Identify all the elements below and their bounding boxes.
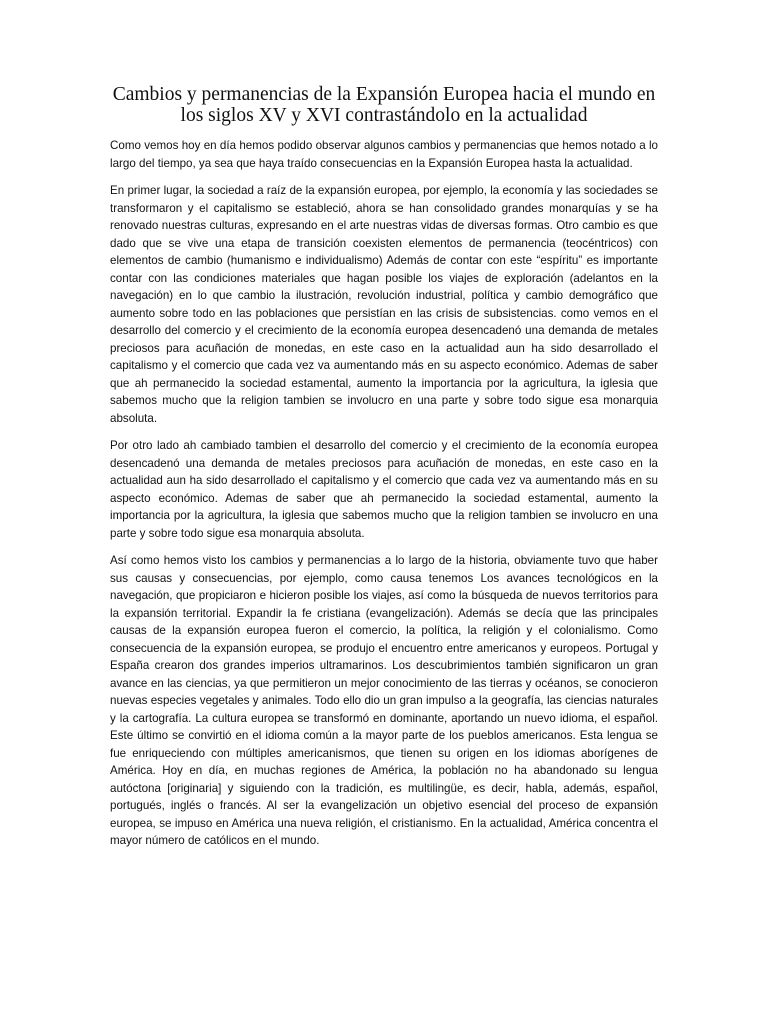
paragraph-causas-consecuencias: Así como hemos visto los cambios y permanencias a lo largo de la historia, obviamente tuvo que haber sus causas y consecuencias, por ejemplo, como causa tenemos Los avances tecnológicos en la navegación, que propiciaron e hicieron posible los viajes, así como la búsqueda de nuevos territorios para la expansión territorial. Expandir la fe cristiana (evangelización). Además se decía que las principales causas de la expansión europea fueron el comercio, la política, la religión y el colonialismo. Como consecuencia de la expansión europea, se produjo el encuentro entre americanos y europeos. Portugal y España crearon dos grandes imperios ultramarinos. Los descubrimientos también significaron un gran avance en las ciencias, ya que permitieron un mejor conocimiento de las tierras y océanos, se conocieron nuevas especies vegetales y animales. Todo ello dio un gran impulso a la geografía, las ciencias naturales y la cartografía. La cultura europea se transformó en dominante, aportando un nuevo idioma, el español. Este último se convirtió en el idioma común a la mayor parte de los pueblos americanos. Esta lengua se fue enriqueciendo con múltiples americanismos, que tienen su origen en los idiomas aborígenes de América. Hoy en día, en muchas regiones de América, la población no ha abandonado su lengua autóctona [originaria] y siguiendo con la tradición, es multilingüe, es decir, habla, además, español, portugués, inglés o francés. Al ser la evangelización un objetivo esencial del proceso de expansión europea, se impuso en América una nueva religión, el cristianismo. En la actualidad, América concentra el mayor número de católicos en el mundo.	[110, 554, 658, 847]
paragraph-primer-lugar: En primer lugar, la sociedad a raíz de la expansión europea, por ejemplo, la economía y las sociedades se transformaron y el capitalismo se estableció, ahora se han consolidado grandes monarquías y se ha renovado nuestras culturas, expresando en el arte nuestras vidas de diversas formas. Otro cambio es que dado que se vive una etapa de transición coexisten elementos de permanencia (teocéntricos) con elementos de cambio (humanismo e individualismo) Además de contar con este “espíritu” es importante contar con las condiciones materiales que hagan posible los viajes de exploración (adelantos en la navegación) en lo que cambio la ilustración, revolución industrial, política y cambio demográfico que aumento sobre todo en las poblaciones que persistían en las crisis de subsistencias. como vemos en el desarrollo del comercio y el crecimiento de la economía europea desencadenó una demanda de metales preciosos para acuñación de monedas, en este caso en la actualidad aun ha sido desarrollado el capitalismo y el comercio que cada vez va aumentando más en su aspecto económico. Ademas de saber que ah permanecido la sociedad estamental, aumento la importancia por la agricultura, la iglesia que sabemos mucho que la religion tambien se involucro en una parte y sobre todo sigue esa monarquia absoluta.	[110, 184, 658, 425]
paragraph-intro: Como vemos hoy en día hemos podido observar algunos cambios y permanencias que hemos notado a lo largo del tiempo, ya sea que haya traído consecuencias en la Expansión Europea hasta la actualidad.	[110, 139, 658, 170]
document-title: Cambios y permanencias de la Expansión Europea hacia el mundo en los siglos XV y XVI contrastándolo en la actualidad	[112, 84, 656, 126]
paragraph-por-otro-lado: Por otro lado ah cambiado tambien el desarrollo del comercio y el crecimiento de la economía europea desencadenó una demanda de metales preciosos para acuñación de monedas, en este caso en la actualidad aun ha sido desarrollado el capitalismo y el comercio que cada vez va aumentando más en su aspecto económico. Ademas de saber que ah permanecido la sociedad estamental, aumento la importancia por la agricultura, la iglesia que sabemos mucho que la religion tambien se involucro en una parte y sobre todo sigue esa monarquia absoluta.	[110, 439, 658, 540]
